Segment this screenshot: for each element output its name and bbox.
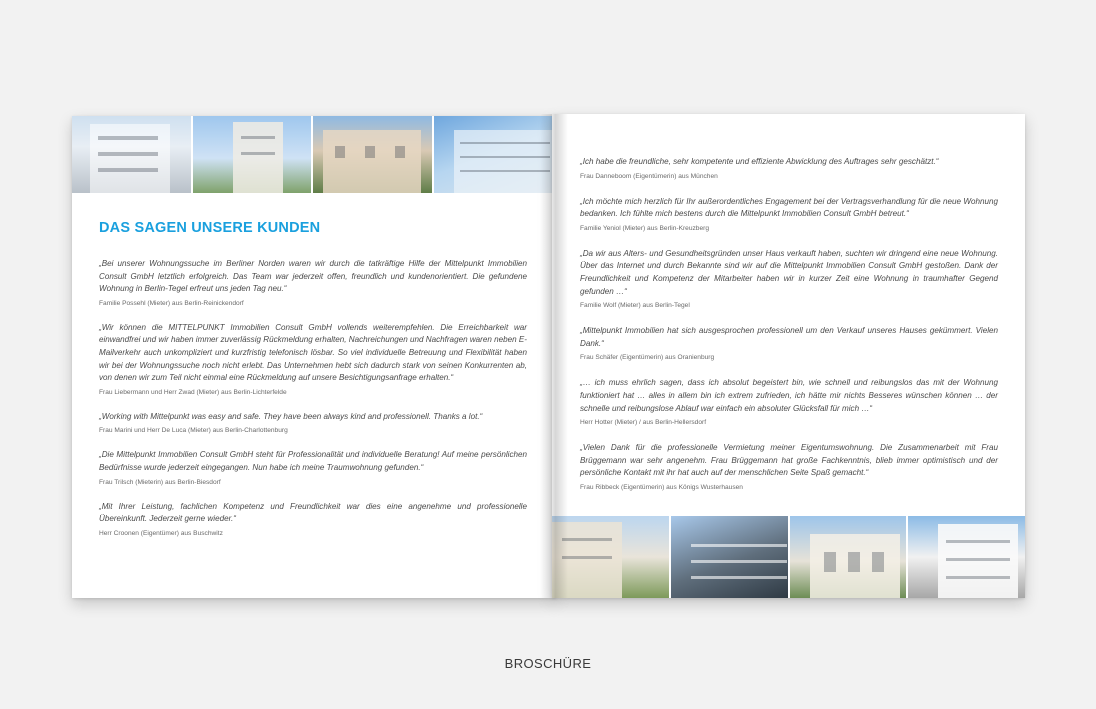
testimonial-author: Familie Possehl (Mieter) aus Berlin-Reinickendorf bbox=[99, 299, 244, 307]
testimonial-quote: „Mit Ihrer Leistung, fachlichen Kompetenz und Freundlichkeit war dies eine angenehme und professionelle Übereinkunft. Jederzeit gerne wieder.“ bbox=[99, 501, 527, 524]
testimonial bbox=[580, 442, 998, 491]
old-building-photo bbox=[552, 516, 669, 598]
corner-tenement-photo bbox=[193, 116, 312, 193]
testimonial-author: Frau Liebermann und Herr Zwad (Mieter) aus Berlin-Lichterfelde bbox=[99, 388, 287, 396]
testimonial-quote: „Mittelpunkt Immobilien hat sich ausgesprochen professionell um den Verkauf unseres Hauses gekümmert. Vielen Dank.“ bbox=[580, 326, 998, 348]
testimonial bbox=[580, 377, 998, 426]
testimonial bbox=[580, 325, 998, 361]
testimonial bbox=[99, 322, 527, 396]
testimonial-quote: „Bei unserer Wohnungssuche im Berliner Norden waren wir durch die tatkräftige Hilfe der Mittelpunkt Immobilien Consult GmbH letztlich erfolgreich. Das Team war jederzeit offen, freundlich und kundenorientiert. Die gefundene Wohnung in Berlin-Tegel erfreut uns jeden Tag neu.“ bbox=[99, 259, 527, 294]
testimonial-quote: „… ich muss ehrlich sagen, dass ich absolut begeistert bin, wie schnell und reibungslos das mit der Wohnung funktioniert hat … alles in allem bin ich extrem zufrieden, ich hätte mir nichts Besseres wünschen können … der schnelle und reibungslose Ablauf war einfach ein absoluter Glücksfall für mich …“ bbox=[580, 378, 998, 413]
curved-glass-building-photo bbox=[671, 516, 788, 598]
testimonial-author: Familie Yeniol (Mieter) aus Berlin-Kreuzberg bbox=[580, 224, 709, 232]
section-heading: DAS SAGEN UNSERE KUNDEN bbox=[99, 220, 321, 236]
testimonial-quote: „Working with Mittelpunkt was easy and safe. They have been always kind and professionell. Thanks a lot.“ bbox=[99, 411, 483, 421]
brochure-right-page bbox=[552, 114, 1025, 598]
top-photo-strip bbox=[72, 116, 552, 193]
testimonial-quote: „Die Mittelpunkt Immobilien Consult GmbH steht für Professionalität und individuelle Beratung! Auf meine persönlichen Bedürfnisse wurde jederzeit eingegangen. Nun habe ich meine Traumwohnung gefunden.“ bbox=[99, 450, 527, 472]
testimonial-quote: „Wir können die MITTELPUNKT Immobilien Consult GmbH vollends weiterempfehlen. Die Erreichbarkeit war einwandfrei und wir haben immer zuverlässig Rückmeldung erhalten, Nachreichungen und Nachfragen waren neben E-Mailverkehr auch unkompliziert und kurzfristig telefonisch lösbar. So viel individuelle Betreuung und Flexibilität haben wir bei der Wohnungssuche noch nicht erlebt. Das Unternehmen hebt sich dadurch stark von seinen Konkurrenten ab, von denen wir zum Teil nicht einmal eine Rückmeldung auf unsere Besichtigungsanfrage erhalten.“ bbox=[99, 322, 527, 383]
testimonial-quote: „Ich habe die freundliche, sehr kompetente und effiziente Abwicklung des Auftrages sehr geschätzt.“ bbox=[580, 157, 939, 166]
glass-office-building-photo bbox=[434, 116, 553, 193]
testimonial-author: Familie Wolf (Mieter) aus Berlin-Tegel bbox=[580, 302, 690, 310]
modern-apartment-building-photo bbox=[72, 116, 191, 193]
brochure-left-page bbox=[72, 116, 556, 598]
testimonial-author: Frau Trilsch (Mieterin) aus Berlin-Biesdorf bbox=[99, 478, 221, 486]
left-testimonials bbox=[99, 258, 527, 552]
testimonial-author: Herr Croonen (Eigentümer) aus Buschwitz bbox=[99, 529, 223, 537]
white-apartment-block-photo bbox=[908, 516, 1025, 598]
right-testimonials bbox=[580, 156, 998, 507]
testimonial-author: Herr Hotter (Mieter) / aus Berlin-Hellersdorf bbox=[580, 419, 707, 427]
testimonial bbox=[99, 258, 527, 307]
testimonial-author: Frau Schäfer (Eigentümerin) aus Oranienburg bbox=[580, 354, 715, 362]
testimonial bbox=[580, 156, 998, 180]
testimonial-quote: „Vielen Dank für die professionelle Vermietung meiner Eigentumswohnung. Die Zusammenarbeit mit Frau Brüggemann war sehr angenehm. Frau Brüggemann hat große Fachkenntnis, blieb immer optimistisch und der persönliche Kontakt mit ihr hat auch auf der menschlichen Seite Spaß gemacht.“ bbox=[580, 443, 998, 478]
testimonial-quote: „Ich möchte mich herzlich für Ihr außerordentliches Engagement bei der Vertragsverhandlung für die neue Wohnung bedanken. Ich fühlte mich bestens durch die Mittelpunkt Immobilien Consult GmbH betreut.“ bbox=[580, 196, 998, 219]
testimonial bbox=[99, 501, 527, 537]
testimonial-author: Frau Ribbeck (Eigentümerin) aus Königs Wusterhausen bbox=[580, 483, 743, 491]
testimonial-quote: „Da wir aus Alters- und Gesundheitsgründen unser Haus verkauft haben, suchten wir dringend eine neue Wohnung. Über das Internet und durch Bekannte sind wir auf die Mittelpunkt Immobilien Consult GmbH gestoßen. Dank der Freundlichkeit und Kompetenz der Mitarbeiter haben wir in kurzer Zeit eine Wohnung in traumhafter Gegend gefunden …“ bbox=[580, 248, 998, 296]
testimonial-author: Frau Marini und Herr De Luca (Mieter) aus Berlin-Charlottenburg bbox=[99, 427, 288, 435]
testimonial bbox=[580, 248, 998, 309]
villa-facade-photo bbox=[790, 516, 907, 598]
testimonial bbox=[99, 411, 527, 435]
testimonial bbox=[99, 449, 527, 485]
bottom-photo-strip bbox=[552, 516, 1025, 598]
historic-villa-photo bbox=[313, 116, 432, 193]
testimonial-author: Frau Danneboom (Eigentümerin) aus München bbox=[580, 172, 718, 180]
brochure-caption: BROSCHÜRE bbox=[504, 656, 592, 671]
testimonial bbox=[580, 196, 998, 232]
